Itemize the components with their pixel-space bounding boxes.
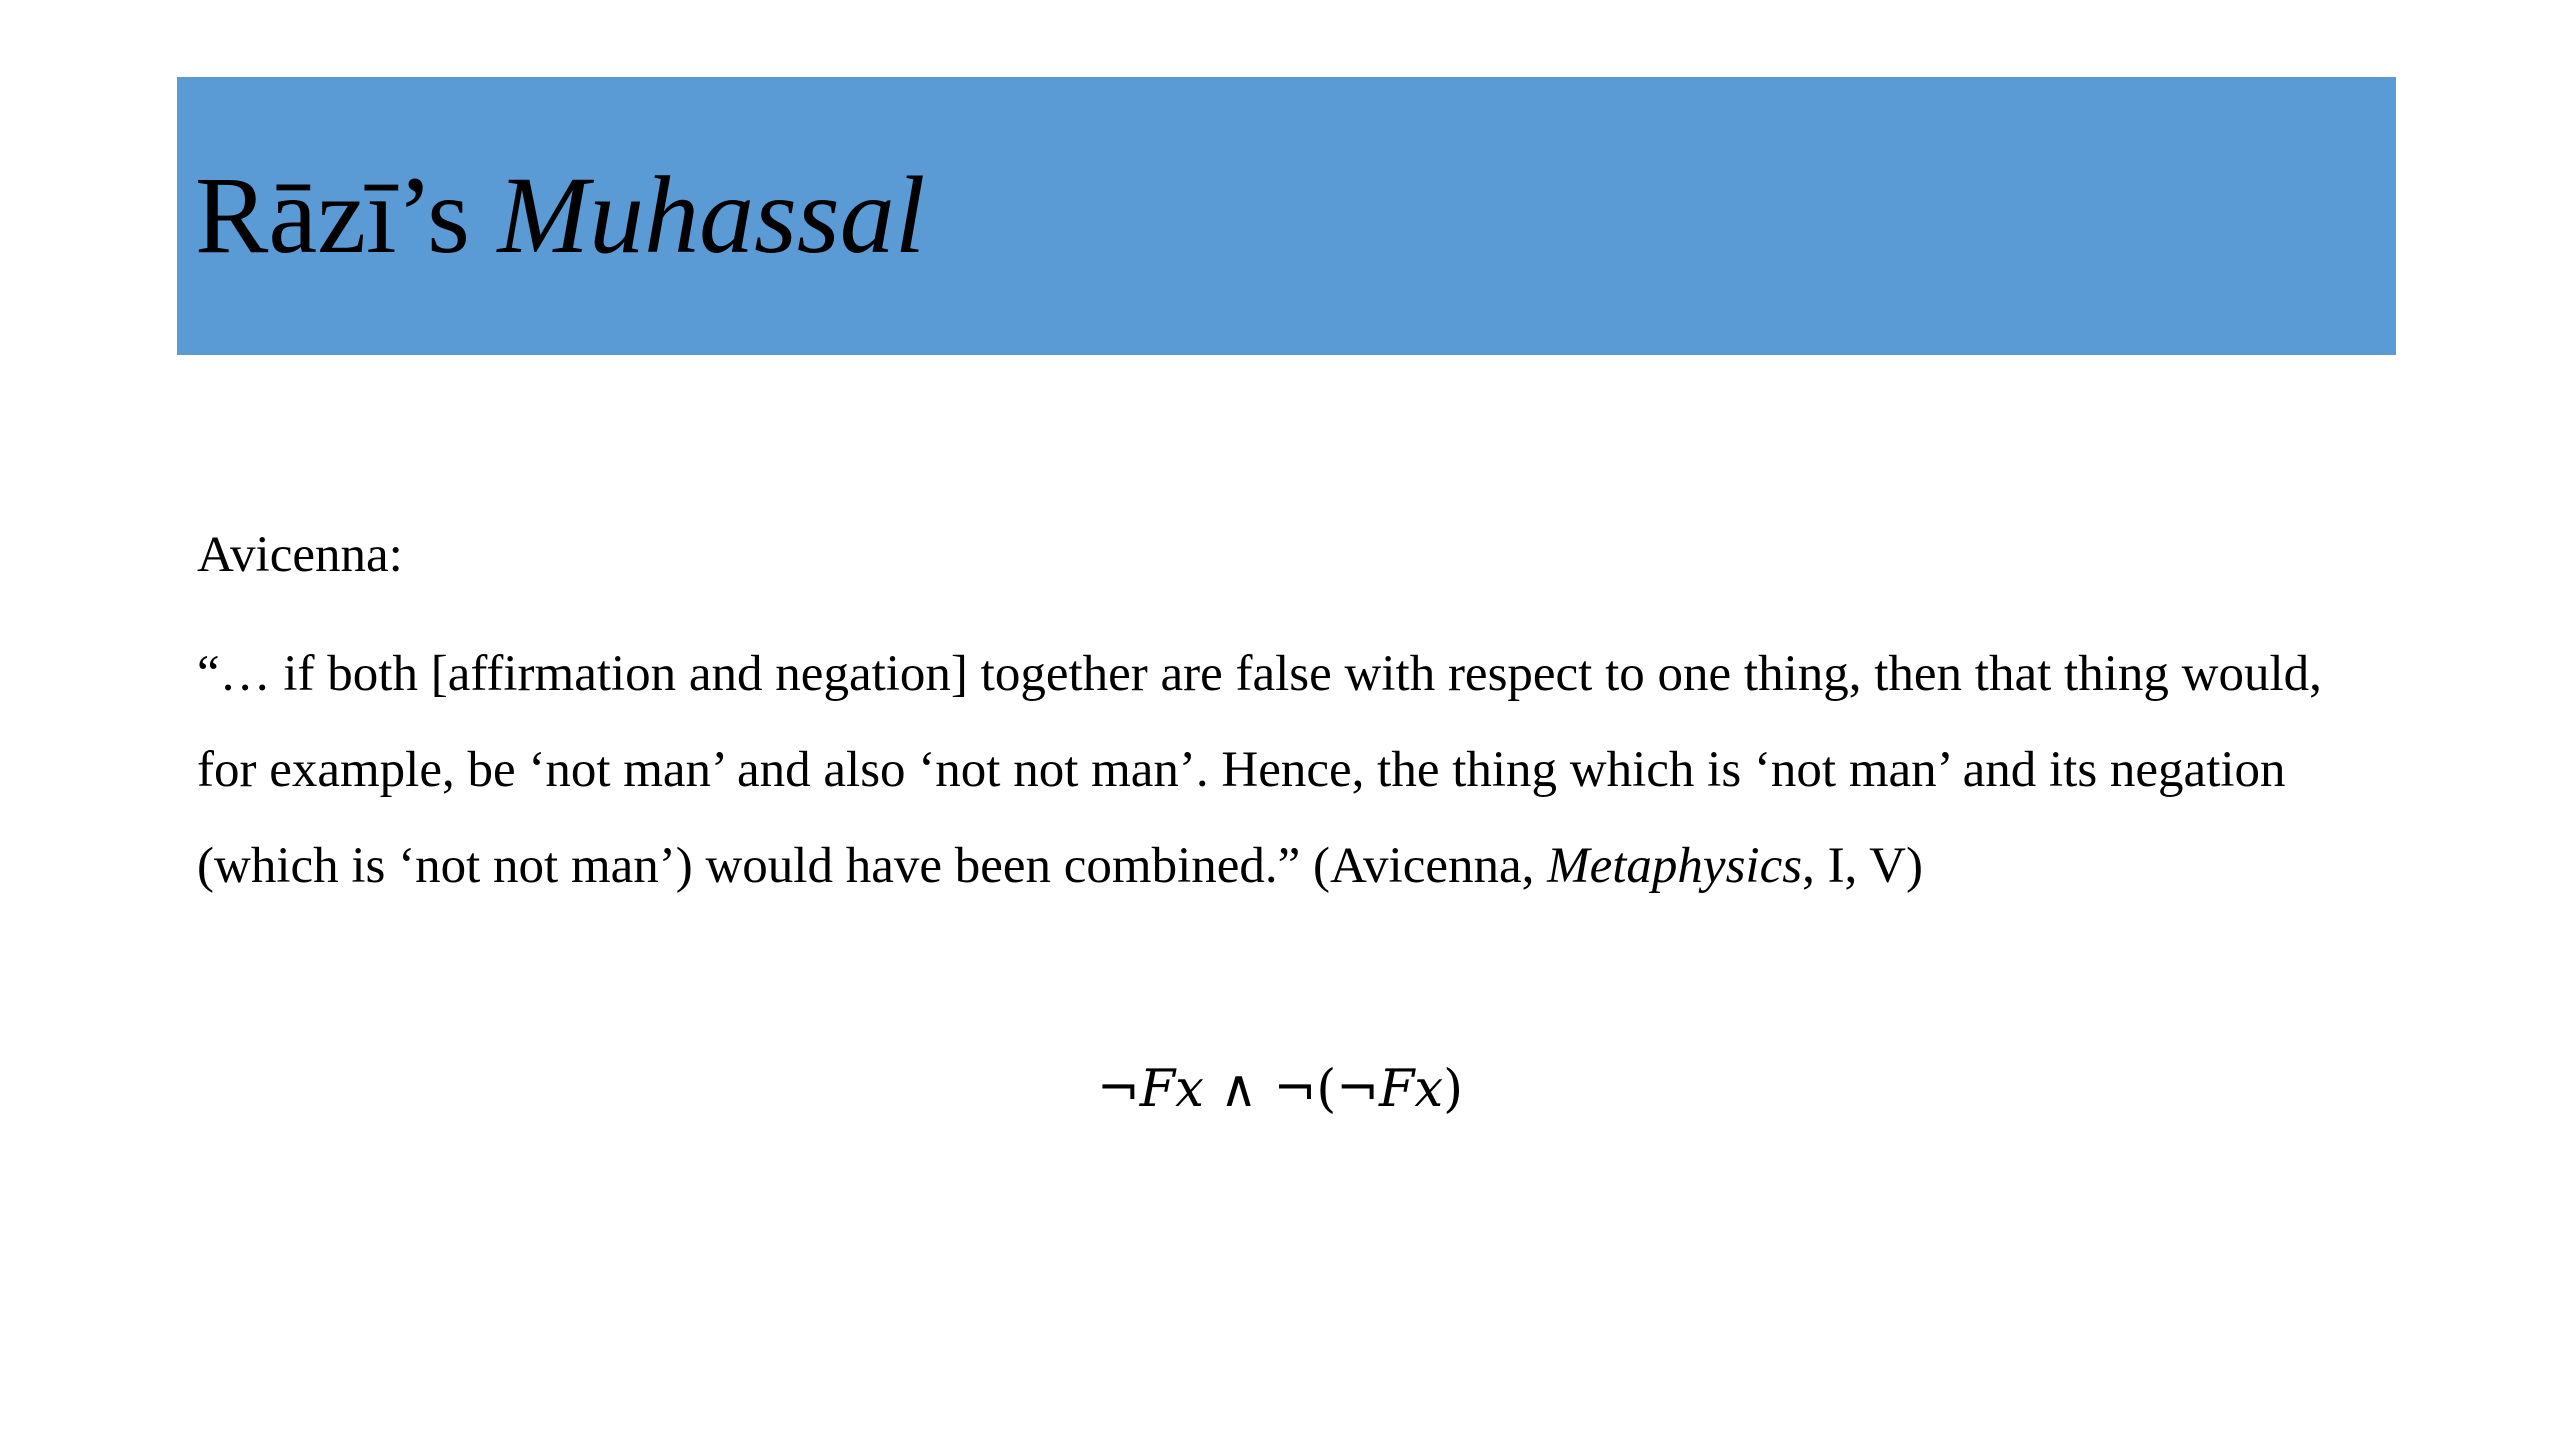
slide-body: [197, 520, 2397, 914]
quote-source-suffix: , I, V): [1802, 838, 1923, 894]
formula-negation-3: ¬: [1336, 1060, 1379, 1119]
slide-title-prefix: Rāzī’s: [195, 154, 498, 276]
formula-negation-2: ¬: [1273, 1060, 1317, 1119]
formula-variable-1: Fx: [1139, 1060, 1204, 1119]
quote-paragraph: [197, 626, 2377, 914]
formula-conjunction: ∧: [1203, 1060, 1274, 1119]
formula-open-paren: (: [1316, 1060, 1337, 1119]
formula-variable-2: Fx: [1378, 1060, 1444, 1119]
formula-close-paren: ): [1443, 1060, 1464, 1119]
formula-negation-1: ¬: [1096, 1060, 1140, 1119]
slide-title: [195, 150, 925, 280]
slide-title-emphasis: Muhassal: [497, 154, 926, 276]
quote-source-title: Metaphysics: [1547, 838, 1803, 894]
speaker-label: Avicenna:: [197, 527, 403, 583]
quote-text: “… if both [affirmation and negation] together are false with respect to one thing, then that thing would, for example, be ‘not man’ and also ‘not not man’. Hence, the thing which is ‘not man’ and its negation (which is ‘not not man’) would have been combined.” (Avicenna,: [197, 646, 2322, 894]
logic-formula: [0, 1055, 2560, 1125]
